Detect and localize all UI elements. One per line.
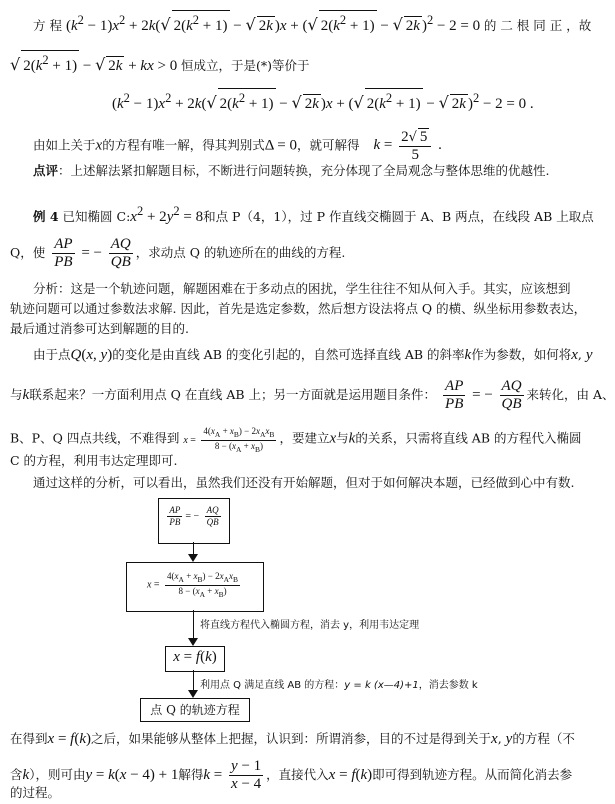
line-1 xyxy=(33,10,591,35)
para2-line-1: 由于点Q(x, y)的变化是由直线 AB 的变化引起的，自然可选择直线 AB 的斜率k作为参数，如何将x, y xyxy=(33,347,593,363)
text: 方 程 xyxy=(33,18,62,33)
text: 恒成立，于是 xyxy=(180,58,256,73)
example-4: 例 4 已知椭圆 $C:x^2 + 2y^2 = 8$和点 P（4，1），过 P 作直线交椭圆于 A、B 两点，在线段 AB 上取点 xyxy=(33,204,594,225)
flow-box-trajectory xyxy=(140,698,250,722)
text: 在得到 xyxy=(10,731,48,746)
flow-box-condition: $\frac{AP}{PB}$ = − $\frac{AQ}{QB}$ xyxy=(158,498,230,544)
line-4: 由如上关于x的方程有唯一解，得其判别式Δ = 0，就可解得 k = $\frac{2√ 5}{5}$ . xyxy=(33,129,442,163)
text: ），则可由 xyxy=(29,766,86,782)
text: 由于点 xyxy=(33,347,71,362)
text: ，要建立 xyxy=(279,430,330,446)
text: 利用点 Q 满足直线 AB 的方程： xyxy=(200,680,345,691)
para3: 通过这样的分析，可以看出，虽然我们还没有开始解题，但对于如何解决本题，已经做到心中有数. xyxy=(33,475,575,490)
flow-arrowhead-3 xyxy=(188,690,198,698)
text: 的方程有唯一解，得其判别式 xyxy=(102,137,265,153)
text: ：上述解法紧扣解题目标，不断进行问题转换，充分体现了全局观念与整体思维的优越性. xyxy=(58,163,550,178)
flow-box-x-expression: x = $\frac{4(x_A + x_B) - 2x_Ax_B}{8 - (x_A + x_B)}$ xyxy=(126,562,264,612)
text: 即可得到轨迹方程。从而简化消去参 xyxy=(372,766,573,782)
equation-1: $(k^2 - 1)x^2 + 2k(√$ $2(k^2 + 1)$ − √ 2k )x + (√ $2(k^2 + 1)$ − √ 2k )$^2$ − 2 = 0 xyxy=(66,18,484,34)
comment xyxy=(33,162,550,180)
text: 由如上关于 xyxy=(33,137,96,153)
para2-line-2: 与k联系起来？一方面利用点 Q 在直线 AB 上；另一方面就是运用题目条件： $\frac{AP}{PB}$ = − $\frac{AQ}{QB}$ 来转化，由 A、 xyxy=(10,378,615,412)
final-line-3: 的过程。 xyxy=(10,785,61,800)
flow-arrow-3 xyxy=(193,670,194,692)
text: 与 xyxy=(10,386,23,402)
flow-note-1: 将直线方程代入椭圆方程，消去 y，利用韦达定理 xyxy=(200,620,420,631)
text: 之后，如果能够从整体上把握，认识到：所谓消参，目的不过是得到关于 xyxy=(91,731,492,746)
text: 的方程（不 xyxy=(512,731,575,746)
flow-arrowhead-2 xyxy=(188,638,198,646)
text: 作为参数，如何将 xyxy=(471,347,572,362)
final-line-2: 含k），则可由y = k(x − 4) + 1解得k = $\frac{y - 1}{x - 4}$ ，直接代入x = f(k)即可得到轨迹方程。从而简化消去参 xyxy=(10,758,573,792)
text: 的 二 根 同 正 ，故 xyxy=(483,18,592,33)
flow-box-x-fk: x = f(k) xyxy=(165,646,225,672)
text: 的关系，只需将直线 AB 的方程代入椭圆 xyxy=(355,430,582,446)
equation-2: $(k^2 - 1)x^2 + 2k(√$ $2(k^2 + 1)$ − √ 2k )x + (√ $2(k^2 + 1)$ − √ 2k )$^2$ − 2 = 0 . xyxy=(112,88,534,113)
text: Q，使 xyxy=(10,244,46,260)
flow-arrow-2 xyxy=(193,610,194,640)
line-2 xyxy=(10,50,310,75)
analysis-line-2: 轨迹问题可以通过参数法求解. 因此，首先是选定参数，然后想方设法将点 Q 的横、纵坐标用参数表达， xyxy=(10,301,587,316)
text: 联系起来？一方面利用点 Q 在直线 AB 上；另一方面就是运用题目条件： xyxy=(29,386,437,402)
para2-line-3: B、P、Q 四点共线，不难得到 x = $\frac{4(x_A + x_B) - 2x_Ax_B}{8 - (x_A + x_B)}$ ，要建立x与k的关系，只需将直线 AB 的方程代入椭圆 xyxy=(10,426,582,454)
example-4-condition: Q，使 $\frac{AP}{PB}$ = − $\frac{AQ}{QB}$ ，求动点 Q 的轨迹所在的曲线的方程. xyxy=(10,236,346,270)
text: ，消去参数 k xyxy=(418,680,478,691)
text: 等价于 xyxy=(271,58,310,73)
text: ，求动点 Q 的轨迹所在的曲线的方程. xyxy=(135,244,346,260)
text: y = k (x—4)+1 xyxy=(344,680,419,691)
comment-label: 点评 xyxy=(33,163,59,178)
text: 含 xyxy=(10,766,23,782)
example-label: 例 4 xyxy=(33,209,59,224)
flow-note-2 xyxy=(200,676,478,691)
final-line-1: 在得到x = f(k)之后，如果能够从整体上把握，认识到：所谓消参，目的不过是得到关于x, y的方程（不 xyxy=(10,731,575,747)
flow-arrowhead-1 xyxy=(188,554,198,562)
flow-box-trajectory-label: 点 Q 的轨迹方程 xyxy=(150,703,240,717)
text: 解得 xyxy=(178,766,204,782)
para2-line-4: C 的方程，利用韦达定理即可. xyxy=(10,453,178,468)
text: ，就可解得 xyxy=(296,137,360,153)
text: 与 xyxy=(336,430,349,446)
text: 和点 P（4，1），过 P 作直线交椭圆于 A、B 两点，在线段 AB 上取点 xyxy=(203,209,594,224)
text: ，直接代入 xyxy=(266,766,329,782)
text: (*) xyxy=(255,58,272,73)
text: 的变化是由直线 AB 的变化引起的，自然可选择直线 AB 的斜率 xyxy=(112,347,465,362)
analysis-line-1: 分析：这是一个轨迹问题，解题困难在于多动点的困扰，学生往往不知从何入手。其实，应该想到 xyxy=(33,281,571,296)
text: B、P、Q 四点共线，不难得到 xyxy=(10,430,180,446)
inequality: √ $2(k^2 + 1)$ − √ 2k + kx > 0 xyxy=(10,58,181,74)
text: 来转化，由 A、 xyxy=(526,386,615,402)
text: 已知椭圆 C: xyxy=(62,209,131,224)
analysis-line-3: 最后通过消参可达到解题的目的. xyxy=(10,321,189,336)
